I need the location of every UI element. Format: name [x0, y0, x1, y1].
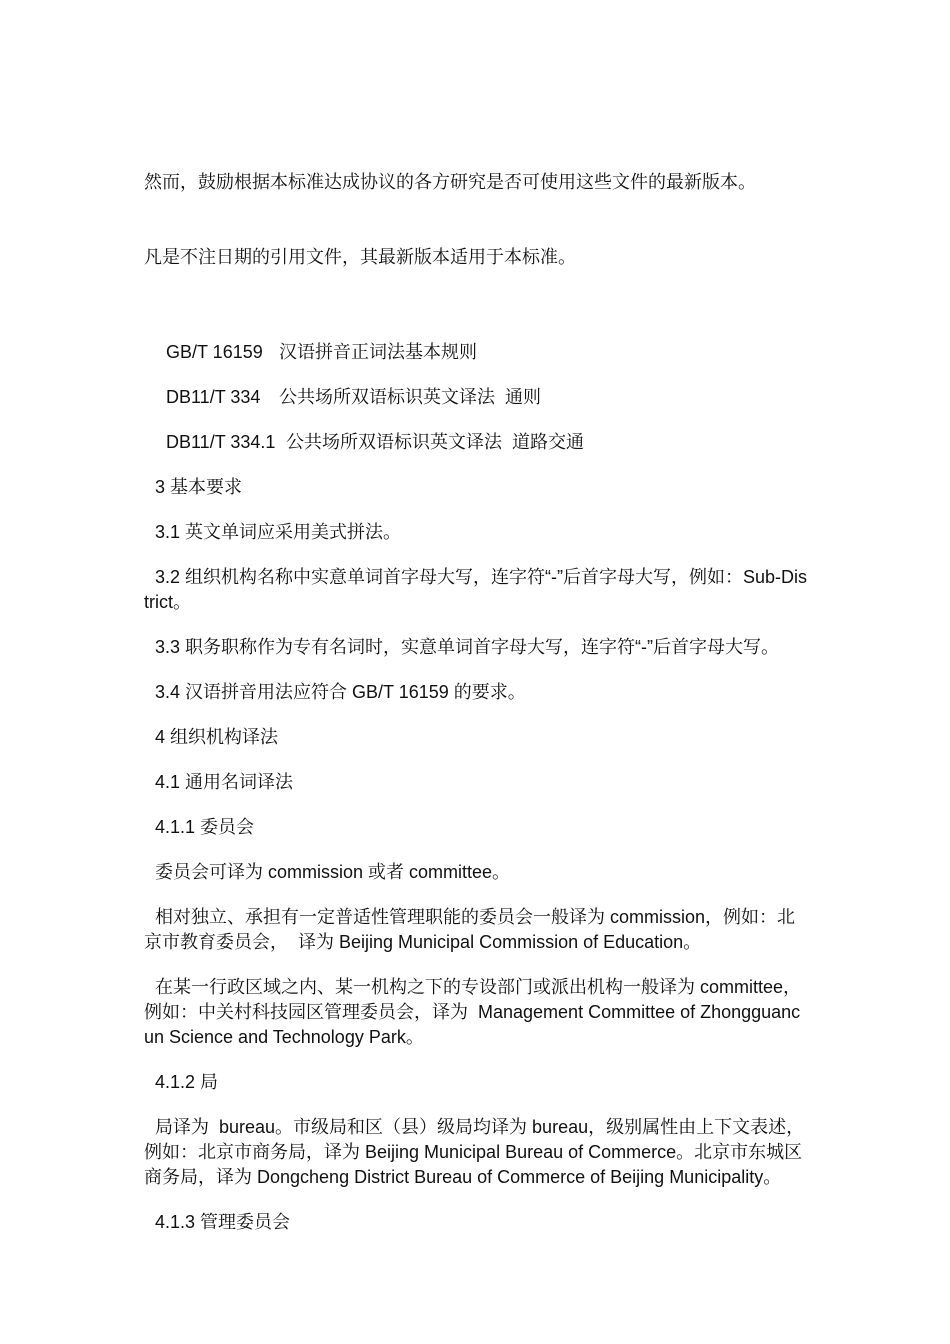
reference-item: [144, 430, 808, 455]
clause-3-1: 3.1 英文单词应采用美式拼法。: [155, 522, 402, 542]
reference-item: [144, 340, 808, 365]
reference-code: DB11/T 334.1: [166, 432, 276, 452]
section-3-heading: 3 基本要求: [155, 477, 243, 497]
section-4-1-2-heading: 4.1.2 局: [155, 1072, 219, 1092]
section-4-1-3-heading: 4.1.3 管理委员会: [155, 1212, 291, 1232]
paragraph-committee: 在某一行政区域之内、某一机构之下的专设部门或派出机构一般译为 committee，例如：中关村科技园区管理委员会，译为 Management Committee of Zhongguancun Science and Technology Park。: [144, 977, 802, 1047]
paragraph-commission: 相对独立、承担有一定普适性管理职能的委员会一般译为 commission，例如：北京市教育委员会， 译为 Beijing Municipal Commission of Education。: [144, 907, 796, 952]
clause-3-3: 3.3 职务职称作为专有名词时，实意单词首字母大写，连字符“-”后首字母大写。: [155, 637, 780, 657]
intro-line-1: 然而，鼓励根据本标准达成协议的各方研究是否可使用这些文件的最新版本。: [144, 172, 756, 192]
reference-title: 公共场所双语标识英文译法 通则: [279, 387, 542, 407]
paragraph-bureau: 局译为 bureau。市级局和区（县）级局均译为 bureau，级别属性由上下文表述，例如：北京市商务局，译为 Beijing Municipal Bureau of Commerce。北京市东城区商务局，译为 Dongcheng District Bureau of Commerce of Beijing Municipality。: [144, 1117, 805, 1187]
clause-3-2: 3.2 组织机构名称中实意单词首字母大写，连字符“-”后首字母大写，例如：Sub-District。: [144, 567, 808, 612]
reference-code: DB11/T 334: [166, 387, 261, 407]
intro-paragraph: [144, 120, 808, 320]
document-page: [144, 120, 808, 1255]
paragraph-commission-committee: 委员会可译为 commission 或者 committee。: [155, 862, 511, 882]
reference-code: GB/T 16159: [166, 342, 263, 362]
section-4-1-heading: 4.1 通用名词译法: [155, 772, 294, 792]
intro-line-2: 凡是不注日期的引用文件，其最新版本适用于本标准。: [144, 247, 576, 267]
reference-item: [144, 385, 808, 410]
reference-title: 汉语拼音正词法基本规则: [279, 342, 477, 362]
reference-title: 公共场所双语标识英文译法 道路交通: [286, 432, 585, 452]
section-4-heading: 4 组织机构译法: [155, 727, 279, 747]
clause-3-4: 3.4 汉语拼音用法应符合 GB/T 16159 的要求。: [155, 682, 526, 702]
section-4-1-1-heading: 4.1.1 委员会: [155, 817, 255, 837]
